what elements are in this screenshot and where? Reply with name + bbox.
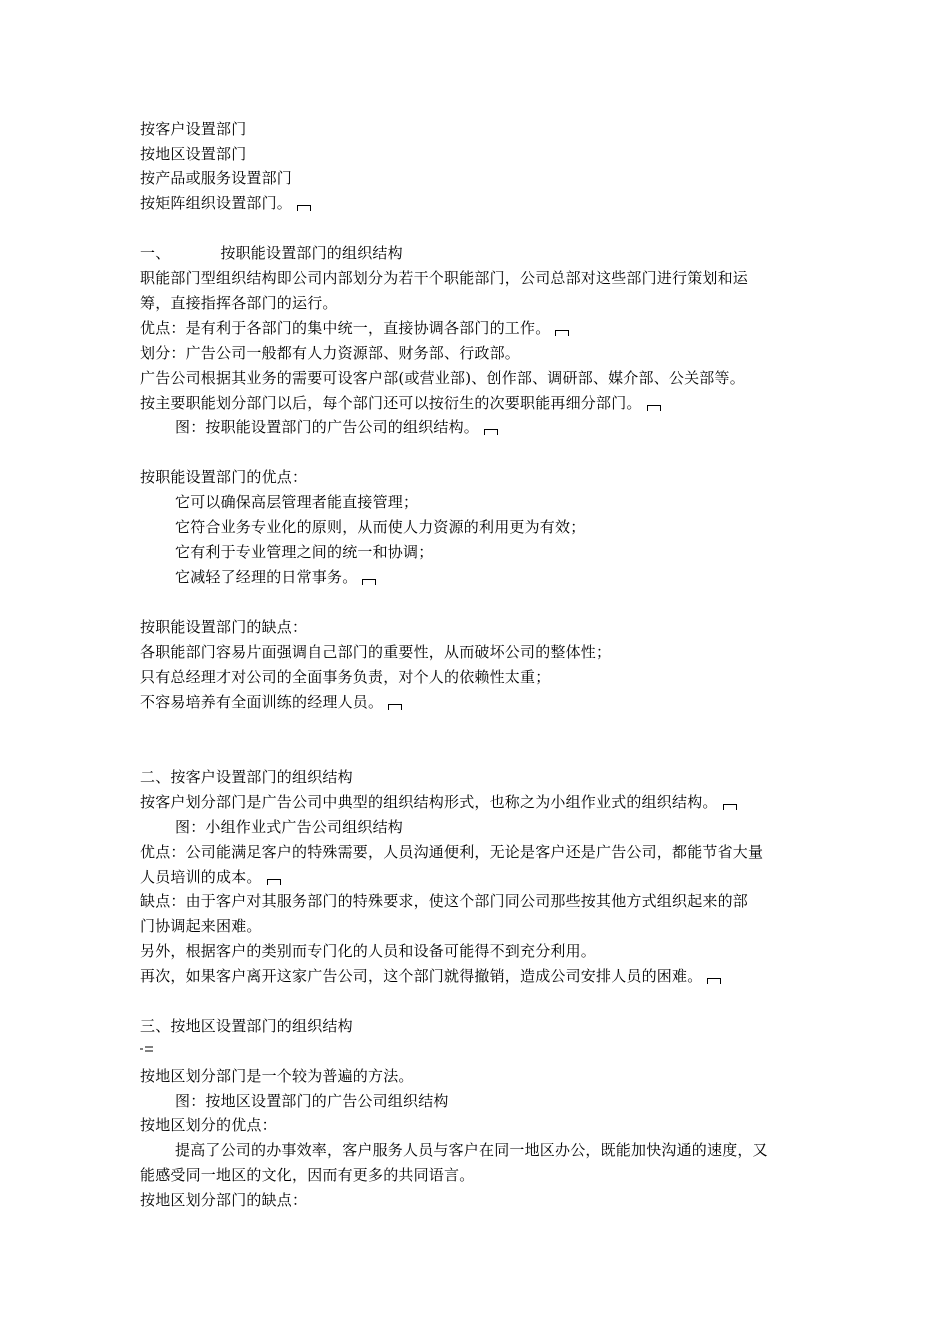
paragraph-mark-icon (723, 804, 737, 810)
text-line: 按地区划分的优点： (140, 1116, 277, 1134)
text-line: 职能部门型组织结构即公司内部划分为若干个职能部门，公司总部对这些部门进行策划和运 (140, 269, 749, 287)
equals-mark-icon (140, 1044, 154, 1056)
text-line: 优点：是有利于各部门的集中统一，直接协调各部门的工作。 (140, 317, 820, 339)
section-heading: 三、按地区设置部门的组织结构 (140, 1017, 353, 1035)
paragraph-mark-icon (555, 330, 569, 336)
text-line: 按矩阵组织设置部门。 (140, 192, 820, 214)
text-line: 广告公司根据其业务的需要可设客户部(或营业部)、创作部、调研部、媒介部、公关部等。 (140, 369, 745, 387)
paragraph-mark-icon (484, 429, 498, 435)
text-line: 按客户划分部门是广告公司中典型的组织结构形式，也称之为小组作业式的组织结构。 (140, 791, 820, 813)
paragraph-mark-icon (297, 205, 311, 211)
text-line: 再次，如果客户离开这家广告公司，这个部门就得撤销，造成公司安排人员的困难。 (140, 965, 820, 987)
section-heading: 二、按客户设置部门的组织结构 (140, 768, 353, 786)
paragraph-mark-icon (647, 405, 661, 411)
equals-mark (140, 1040, 820, 1062)
text-line: 缺点：由于客户对其服务部门的特殊要求，使这个部门同公司那些按其他方式组织起来的部 (140, 892, 749, 910)
text-line: 按职能设置部门的缺点： (140, 618, 308, 636)
figure-caption: 图：小组作业式广告公司组织结构 (175, 818, 404, 836)
text-line: 按产品或服务设置部门 (140, 169, 293, 187)
text-line: 另外，根据客户的类别而专门化的人员和设备可能得不到充分利用。 (140, 942, 597, 960)
paragraph-mark-icon (707, 978, 721, 984)
list-item: 它减轻了经理的日常事务。 (175, 566, 855, 588)
text-line: 能感受同一地区的文化，因而有更多的共同语言。 (140, 1166, 475, 1184)
list-item: 它可以确保高层管理者能直接管理； (175, 493, 419, 511)
text-line: 按职能设置部门的优点： (140, 468, 308, 486)
figure-caption: 图：按职能设置部门的广告公司的组织结构。 (175, 416, 855, 438)
list-item: 各职能部门容易片面强调自己部门的重要性，从而破坏公司的整体性； (140, 643, 612, 661)
section-heading: 一、 按职能设置部门的组织结构 (140, 244, 403, 262)
list-item: 不容易培养有全面训练的经理人员。 (140, 691, 820, 713)
list-item: 只有总经理才对公司的全面事务负责，对个人的依赖性太重； (140, 668, 551, 686)
text-line: 按地区设置部门 (140, 145, 247, 163)
text-line: 按地区划分部门的缺点： (140, 1191, 308, 1209)
text-line: 提高了公司的办事效率，客户服务人员与客户在同一地区办公，既能加快沟通的速度，又 (175, 1141, 768, 1159)
text-line: 按主要职能划分部门以后，每个部门还可以按衍生的次要职能再细分部门。 (140, 392, 820, 414)
text-line: 门协调起来困难。 (140, 917, 262, 935)
paragraph-mark-icon (362, 579, 376, 585)
list-item: 它符合业务专业化的原则，从而使人力资源的利用更为有效； (175, 518, 586, 536)
paragraph-mark-icon (388, 704, 402, 710)
paragraph-mark-icon (267, 879, 281, 885)
text-line: 人员培训的成本。 (140, 866, 820, 888)
figure-caption: 图：按地区设置部门的广告公司组织结构 (175, 1092, 449, 1110)
text-line: 筹，直接指挥各部门的运行。 (140, 294, 338, 312)
text-line: 划分：广告公司一般都有人力资源部、财务部、行政部。 (140, 344, 521, 362)
list-item: 它有利于专业管理之间的统一和协调； (175, 543, 434, 561)
text-line: 优点：公司能满足客户的特殊需要，人员沟通便利，无论是客户还是广告公司，都能节省大量 (140, 843, 764, 861)
text-line: 按客户设置部门 (140, 120, 247, 138)
text-line: 按地区划分部门是一个较为普遍的方法。 (140, 1067, 414, 1085)
